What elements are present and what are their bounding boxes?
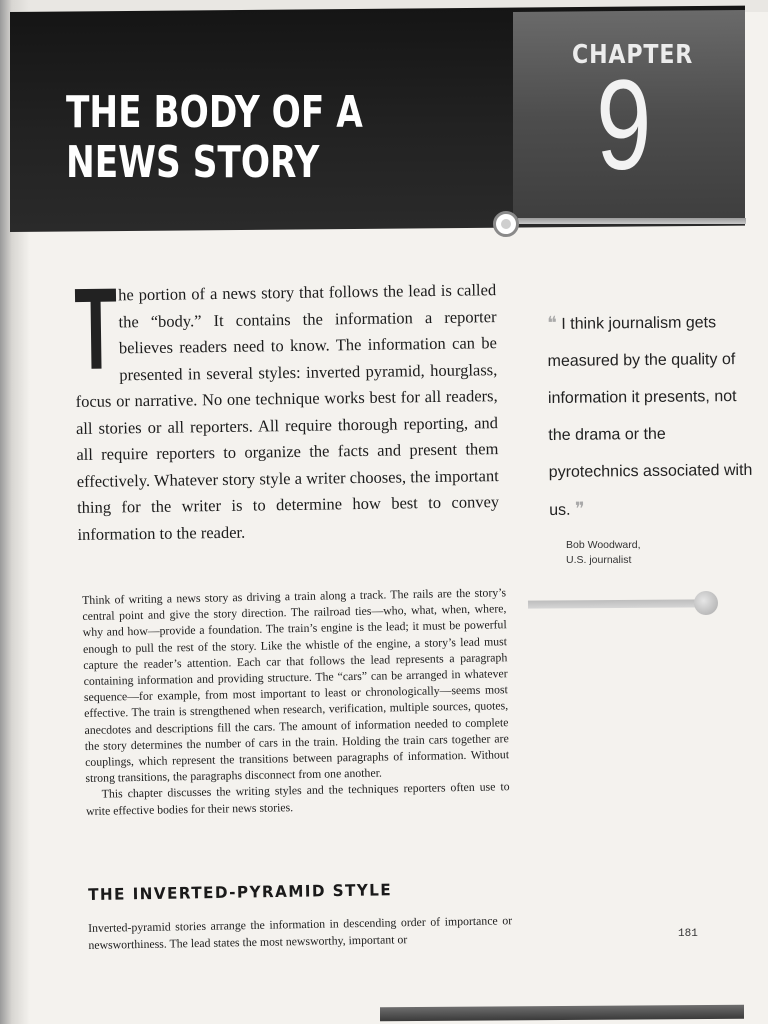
banner-rule <box>518 218 746 224</box>
pull-quote-text: I think journalism gets measured by the quality of information it presents, not the drama or the pyrotechnics associated with us. <box>547 314 753 519</box>
pull-quote <box>547 303 754 529</box>
intro-paragraph <box>73 263 500 548</box>
quote-author: Bob Woodward, <box>566 539 641 551</box>
quote-knob-ornament-icon <box>694 591 718 615</box>
body-text <box>82 584 510 819</box>
quote-author-role: U.S. journalist <box>566 554 632 566</box>
ring-ornament-icon <box>493 211 519 237</box>
chapter-number: 9 <box>596 54 652 197</box>
section-paragraph: Inverted-pyramid stories arrange the information in descending order of importance or newsworthiness. The lead states the most newsworthy, important or <box>88 913 513 952</box>
page-number: 181 <box>678 928 698 940</box>
body-paragraph: Think of writing a news story as driving a train along a track. The rails are the story’s central point and give the story direction. The railroad ties—who, what, when, where, why and how—provide a foundation. The train’s engine is the lead; it must be powerful enough to pull the rest of the story. Like the whistle of the engine, a story’s lead must capture the reader’s attention. Each car that follows the lead represents a paragraph containing information and providing structure. The “cars” can be arranged in whatever sequence—for example, from most important to least or chronologically—seems most effective. The train is strengthened when research, verification, multiple sources, quotes, anecdotes and descriptions fill the cars. The amount of information needed to complete the story determines the number of cars in the train. Holding the train cars together are couplings, which represent the transitions between paragraphs of information. Without strong transitions, the paragraphs disconnect from one another. <box>82 585 510 786</box>
close-quote-icon: ❞ <box>574 498 585 520</box>
open-quote-icon: ❝ <box>547 312 557 334</box>
chapter-title: THE BODY OF A NEWS STORY <box>66 87 363 188</box>
intro-text: he portion of a news story that follows the lead is called the “body.” It contains the information a reporter believes readers need to know. The information can be presented in several styles: inverted pyramid, hourglass, focus or narrative. No one technique works best for all readers, all stories or all reporters. All require thorough reporting, and all require reporters to organize the facts and present them effectively. Whatever story style a writer chooses, the important thing for the writer is to determine how best to convey information to the reader. <box>75 280 500 544</box>
body-paragraph: This chapter discusses the writing styles and the techniques reporters often use to write effective bodies for their news stories. <box>85 779 510 818</box>
chapter-label: CHAPTER <box>572 40 694 70</box>
section-heading: THE INVERTED-PYRAMID STYLE <box>88 880 393 904</box>
scan-bottom-edge <box>380 1005 744 1022</box>
quote-rule <box>528 599 708 608</box>
drop-cap: T <box>73 263 119 394</box>
quote-attribution <box>566 538 746 568</box>
